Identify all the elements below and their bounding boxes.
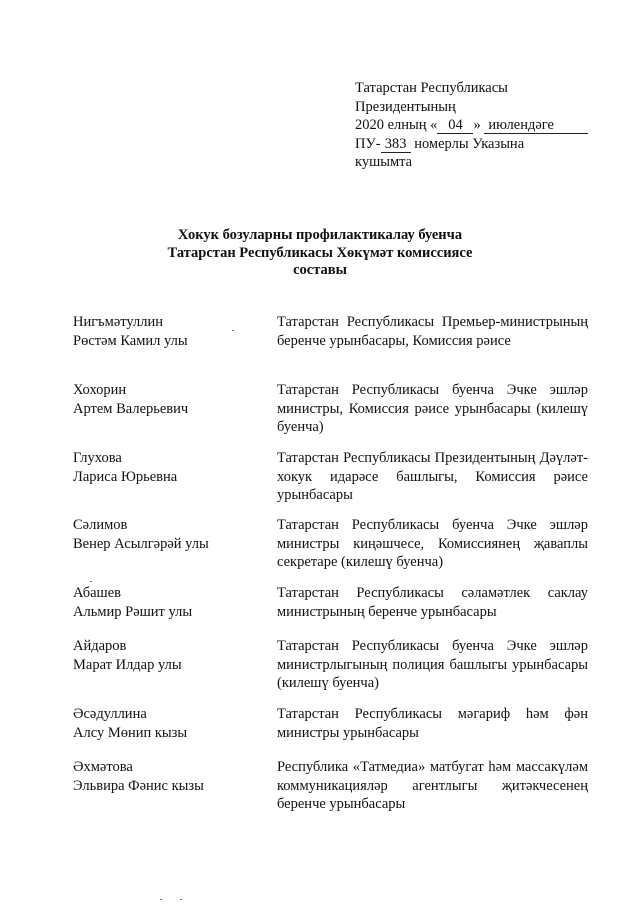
approval-decree-prefix: ПУ- (355, 135, 381, 152)
member-name (73, 313, 263, 350)
member-given-names: Марат Илдар улы (73, 656, 182, 673)
member-role: Татарстан Республикасы Премьер-министрының беренче урынбасары, Комиссия рәисе (277, 314, 588, 349)
member-role: Татарстан Республикасы буенча Эчке эшләр министрлыгының полиция башлыгы урынбасары (килешү буенча) (277, 638, 588, 691)
scan-speck (232, 330, 234, 331)
member-name (73, 758, 263, 795)
member-role: Татарстан Республикасы мәгариф һәм фән министры урынбасары (277, 706, 588, 741)
scan-speck (180, 899, 182, 900)
member-given-names: Артем Валерьевич (73, 400, 189, 417)
approval-stamp-block (355, 79, 588, 172)
member-surname: Сәлимов (73, 517, 128, 533)
member-surname: Глухова (73, 450, 122, 466)
approval-line-1: Татарстан Республикасы (355, 80, 508, 96)
title-line-2: Татарстан Республикасы Хөкүмәт комиссиясе (167, 244, 473, 261)
approval-decree-suffix: номерлы Указына (414, 135, 525, 152)
approval-line-5: кушымта (355, 154, 413, 170)
member-surname: Хохорин (73, 382, 127, 398)
member-given-names: Альмир Рәшит улы (73, 603, 193, 620)
member-surname: Абашев (73, 585, 121, 601)
member-given-names: Рөстәм Камил улы (73, 332, 188, 349)
title-line-3: составы (293, 262, 347, 278)
member-role: Татарстан Республикасы Президентының Дәүләт-хокук идарәсе башлыгы, Комиссия рәисе урынбасары (277, 450, 588, 503)
document-title (0, 227, 640, 280)
member-surname: Нигъмәтуллин (73, 314, 164, 330)
title-line-1: Хокук бозуларны профилактикалау буенча (177, 227, 463, 243)
member-role: Татарстан Республикасы сәламәтлек саклау министрының беренче урынбасары (277, 585, 588, 620)
approval-decree-number: 383 (381, 137, 411, 153)
member-given-names: Лариса Юрьевна (73, 468, 178, 485)
member-name (73, 381, 263, 418)
member-given-names: Алсу Мөнип кызы (73, 724, 188, 741)
member-name (73, 705, 263, 742)
member-surname: Айдаров (73, 638, 127, 654)
member-name (73, 516, 263, 553)
member-role: Татарстан Республикасы буенча Эчке эшләр министры киңәшчесе, Комиссиянең җаваплы секретаре (килешү буенча) (277, 517, 588, 570)
approval-date-day: 04 (437, 118, 473, 134)
approval-line-2: Президентының (355, 98, 456, 115)
member-name (73, 449, 263, 486)
member-surname: Әхмәтова (73, 759, 133, 775)
member-given-names: Эльвира Фәнис кызы (73, 777, 204, 794)
approval-date-month: июлендәге (484, 118, 588, 134)
approval-date-line (355, 116, 588, 135)
approval-decree-line (355, 135, 588, 154)
member-surname: Әсәдуллина (73, 706, 147, 722)
scan-speck (160, 899, 162, 900)
member-role: Татарстан Республикасы буенча Эчке эшләр министры, Комиссия рәисе урынбасары (килешү буенча) (277, 382, 588, 435)
member-name (73, 584, 263, 621)
scan-speck (90, 581, 92, 582)
member-given-names: Венер Асылгәрәй улы (73, 535, 209, 552)
approval-date-mid: » (473, 117, 481, 133)
member-name (73, 637, 263, 674)
approval-date-prefix: 2020 елның « (355, 117, 438, 133)
member-role: Республика «Татмедиа» матбугат һәм массакүләм коммуникацияләр агентлыгы җитәкчесенең беренче урынбасары (277, 759, 588, 812)
